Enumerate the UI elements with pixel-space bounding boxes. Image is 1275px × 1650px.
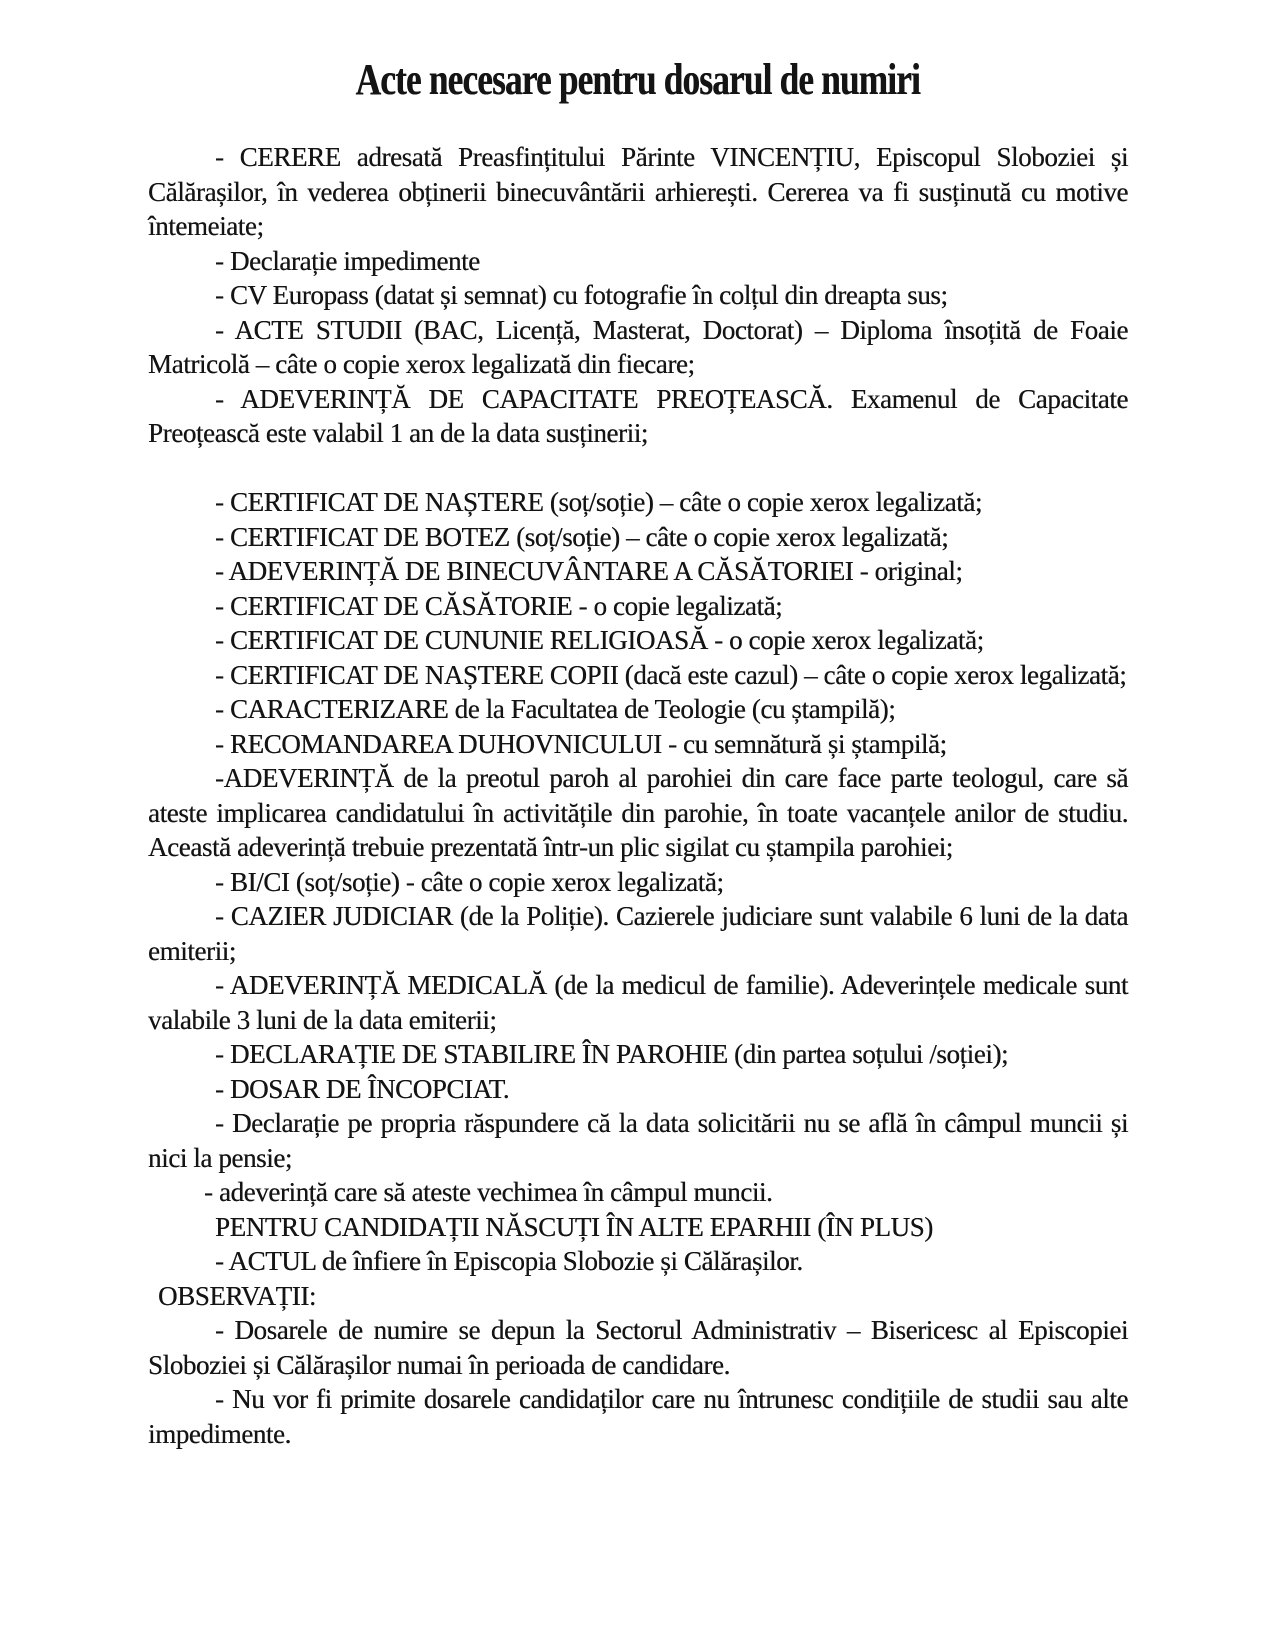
blank-line bbox=[148, 451, 1128, 486]
paragraph: - Declarație pe propria răspundere că la data solicitării nu se află în câmpul muncii și nici la pensie; bbox=[148, 1108, 1128, 1173]
paragraph: - ACTE STUDII (BAC, Licență, Masterat, Doctorat) – Diploma însoțită de Foaie Matricolă – câte o copie xerox legalizată din fiecare; bbox=[148, 314, 1128, 379]
paragraph: - ADEVERINȚĂ MEDICALĂ (de la medicul de familie). Adeverințele medicale sunt valabile 3 luni de la data emiterii; bbox=[148, 970, 1128, 1035]
paragraph: - ADEVERINȚĂ DE CAPACITATE PREOȚEASCĂ. Examenul de Capacitate Preoțească este valabil 1 an de la data susținerii; bbox=[148, 383, 1128, 448]
paragraph: - CARACTERIZARE de la Facultatea de Teologie (cu ștampilă); bbox=[215, 694, 896, 724]
paragraph: OBSERVAȚII: bbox=[158, 1280, 316, 1311]
paragraph: - ACTUL de înfiere în Episcopia Slobozie și Călărașilor. bbox=[215, 1246, 803, 1276]
paragraph: - CERTIFICAT DE CUNUNIE RELIGIOASĂ - o copie xerox legalizată; bbox=[215, 625, 984, 655]
paragraph: - CERTIFICAT DE NAȘTERE COPII (dacă este cazul) – câte o copie xerox legalizată; bbox=[215, 659, 1127, 690]
paragraph: -ADEVERINȚĂ de la preotul paroh al parohiei din care face parte teologul, care să ateste implicarea candidatului în activitățile din parohie, în toate vacanțele anilor de studiu. Această adeverință trebuie prezentată într-un plic sigilat cu ștampila parohiei; bbox=[148, 763, 1128, 862]
paragraph: - CERERE adresată Preasfințitului Părinte VINCENȚIU, Episcopul Sloboziei și Călărașilor, în vederea obținerii binecuvântării arhierești. Cererea va fi susținută cu motive întemeiate; bbox=[148, 142, 1128, 241]
paragraph: - Dosarele de numire se depun la Sectorul Administrativ – Bisericesc al Episcopiei Sloboziei și Călărașilor numai în perioada de candidare. bbox=[148, 1315, 1128, 1380]
paragraph: - CERTIFICAT DE NAȘTERE (soț/soție) – câte o copie xerox legalizată; bbox=[215, 487, 982, 517]
paragraph: - CERTIFICAT DE CĂSĂTORIE - o copie legalizată; bbox=[215, 590, 783, 621]
paragraph: - CERTIFICAT DE BOTEZ (soț/soție) – câte o copie xerox legalizată; bbox=[215, 521, 949, 552]
paragraph: - Nu vor fi primite dosarele candidaților care nu întrunesc condițiile de studii sau alte impedimente. bbox=[148, 1384, 1128, 1449]
paragraph: - adeverință care să ateste vechimea în câmpul muncii. bbox=[204, 1177, 773, 1207]
paragraph: - DOSAR DE ÎNCOPCIAT. bbox=[215, 1073, 510, 1104]
paragraph: PENTRU CANDIDAȚII NĂSCUȚI ÎN ALTE EPARHII (ÎN PLUS) bbox=[215, 1211, 933, 1242]
paragraph: - Declarație impedimente bbox=[215, 245, 480, 276]
paragraph: - BI/CI (soț/soție) - câte o copie xerox legalizată; bbox=[215, 866, 724, 897]
paragraph: - DECLARAȚIE DE STABILIRE ÎN PAROHIE (din partea soțului /soției); bbox=[215, 1039, 1009, 1069]
paragraph: - CAZIER JUDICIAR (de la Poliție). Cazierele judiciare sunt valabile 6 luni de la data emiterii; bbox=[148, 901, 1128, 966]
page-title-text: Acte necesare pentru dosarul de numiri bbox=[355, 55, 921, 104]
paragraph: - RECOMANDAREA DUHOVNICULUI - cu semnătură și ștampilă; bbox=[215, 728, 947, 759]
paragraph: - CV Europass (datat și semnat) cu fotografie în colțul din dreapta sus; bbox=[215, 280, 948, 310]
page-title bbox=[148, 56, 1128, 104]
paragraph: - ADEVERINȚĂ DE BINECUVÂNTARE A CĂSĂTORIEI - original; bbox=[215, 556, 963, 586]
